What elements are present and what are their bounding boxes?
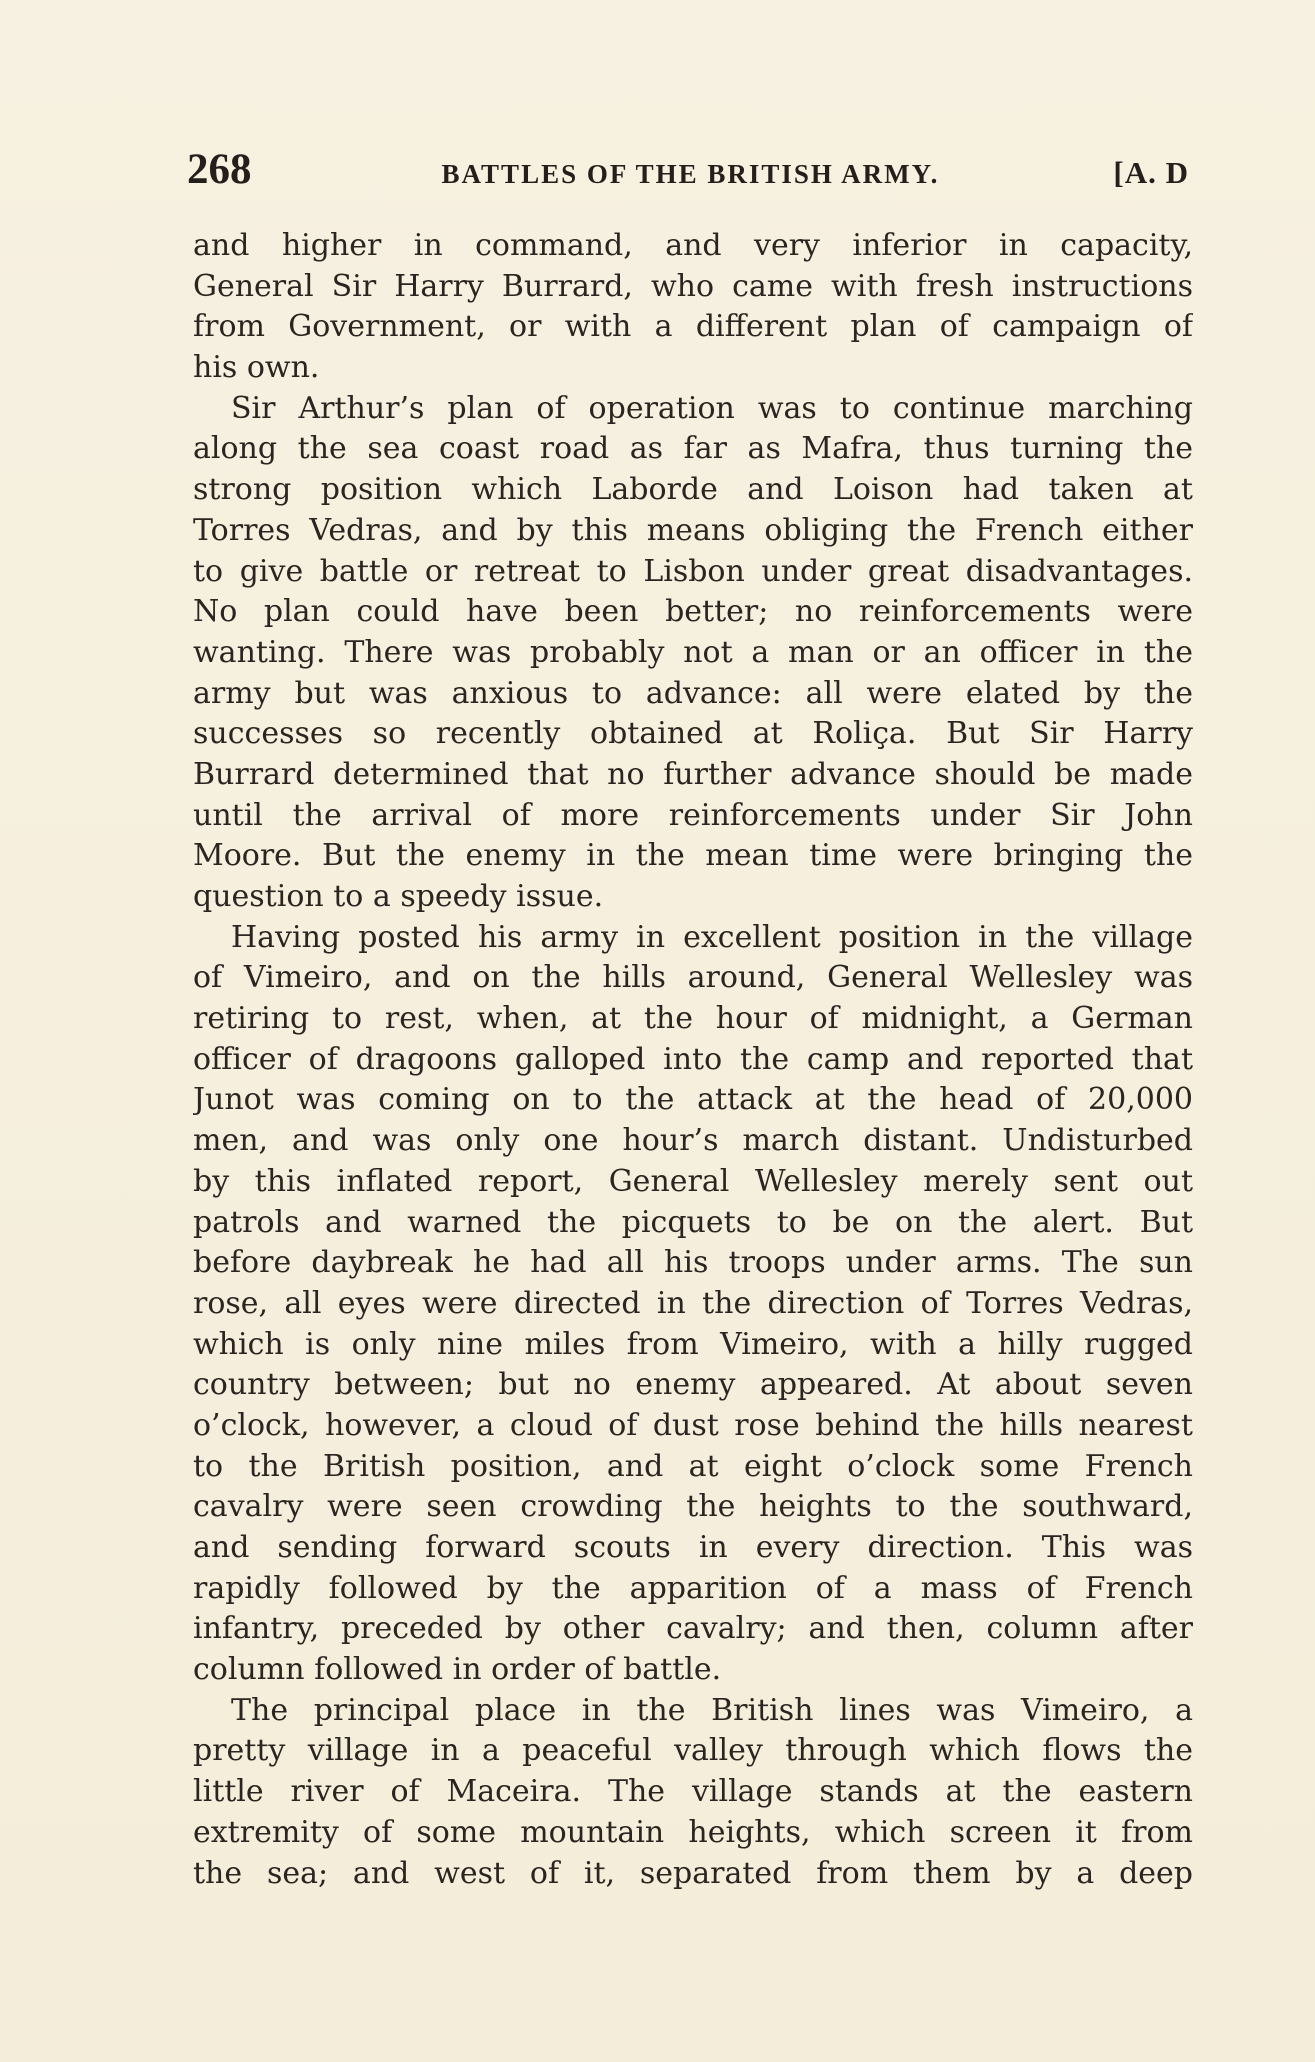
text-line: cavalry were seen crowding the heights to the southward,: [193, 1489, 1193, 1525]
text-line: column followed in order of battle.: [193, 1652, 722, 1688]
text-line: question to a speedy issue.: [193, 879, 604, 914]
text-line: and sending forward scouts in every direction. This was: [193, 1530, 1193, 1565]
text-line: from Government, or with a different plan of campaign of: [193, 309, 1193, 345]
text-line: The principal place in the British lines was Vimeiro, a: [231, 1692, 1193, 1728]
text-line: Junot was coming on to the attack at the head of 20,000: [193, 1082, 1193, 1118]
text-line: country between; but no enemy appeared. At about seven: [193, 1367, 1193, 1403]
running-head: [187, 145, 1189, 195]
text-line: infantry, preceded by other cavalry; and then, column after: [193, 1611, 1193, 1647]
text-line: extremity of some mountain heights, which screen it from: [193, 1814, 1193, 1850]
text-line: of Vimeiro, and on the hills around, General Wellesley was: [193, 960, 1193, 996]
text-line: army but was anxious to advance: all were elated by the: [193, 675, 1193, 711]
text-line: rose, all eyes were directed in the direction of Torres Vedras,: [193, 1285, 1193, 1321]
text-line: wanting. There was probably not a man or an officer in the: [193, 634, 1193, 670]
body-text: [193, 226, 1193, 1894]
text-line: to the British position, and at eight o’clock some French: [193, 1448, 1193, 1484]
text-line: rapidly followed by the apparition of a mass of French: [193, 1570, 1193, 1606]
page-number: 268: [187, 146, 252, 193]
text-line: which is only nine miles from Vimeiro, with a hilly rugged: [193, 1326, 1193, 1362]
text-line: Sir Arthur’s plan of operation was to continue marching: [231, 390, 1193, 426]
text-line: Torres Vedras, and by this means obliging the French either: [193, 512, 1193, 548]
text-line: strong position which Laborde and Loison had taken at: [193, 472, 1193, 508]
text-line: until the arrival of more reinforcements under Sir John: [193, 797, 1193, 833]
text-line: Burrard determined that no further advance should be made: [193, 756, 1193, 792]
running-era: [A. D: [1113, 155, 1189, 190]
text-line: patrols and warned the picquets to be on the alert. But: [193, 1204, 1193, 1240]
text-line: Moore. But the enemy in the mean time were bringing the: [193, 838, 1193, 874]
text-line: pretty village in a peaceful valley through which flows the: [193, 1733, 1193, 1769]
text-line: men, and was only one hour’s march distant. Undisturbed: [193, 1123, 1193, 1159]
text-line: before daybreak he had all his troops under arms. The sun: [193, 1245, 1193, 1281]
text-line: by this inflated report, General Wellesley merely sent out: [193, 1163, 1193, 1199]
text-line: the sea; and west of it, separated from them by a deep: [193, 1855, 1193, 1891]
running-title: BATTLES OF THE BRITISH ARMY.: [441, 159, 940, 189]
text-line: his own.: [193, 350, 320, 386]
text-line: and higher in command, and very inferior in capacity,: [193, 228, 1193, 263]
text-line: along the sea coast road as far as Mafra, thus turning the: [193, 431, 1193, 467]
text-line: General Sir Harry Burrard, who came with fresh instructions: [193, 268, 1193, 304]
text-line: officer of dragoons galloped into the camp and reported that: [193, 1041, 1193, 1077]
text-line: retiring to rest, when, at the hour of midnight, a German: [193, 1001, 1193, 1037]
text-line: little river of Maceira. The village stands at the eastern: [193, 1774, 1193, 1810]
text-line: No plan could have been better; no reinforcements were: [193, 594, 1193, 630]
text-line: o’clock, however, a cloud of dust rose behind the hills nearest: [193, 1407, 1193, 1443]
text-line: to give battle or retreat to Lisbon under great disadvantages.: [193, 553, 1193, 589]
text-line: successes so recently obtained at Roliça. But Sir Harry: [193, 716, 1193, 752]
text-line: Having posted his army in excellent position in the village: [231, 919, 1193, 955]
